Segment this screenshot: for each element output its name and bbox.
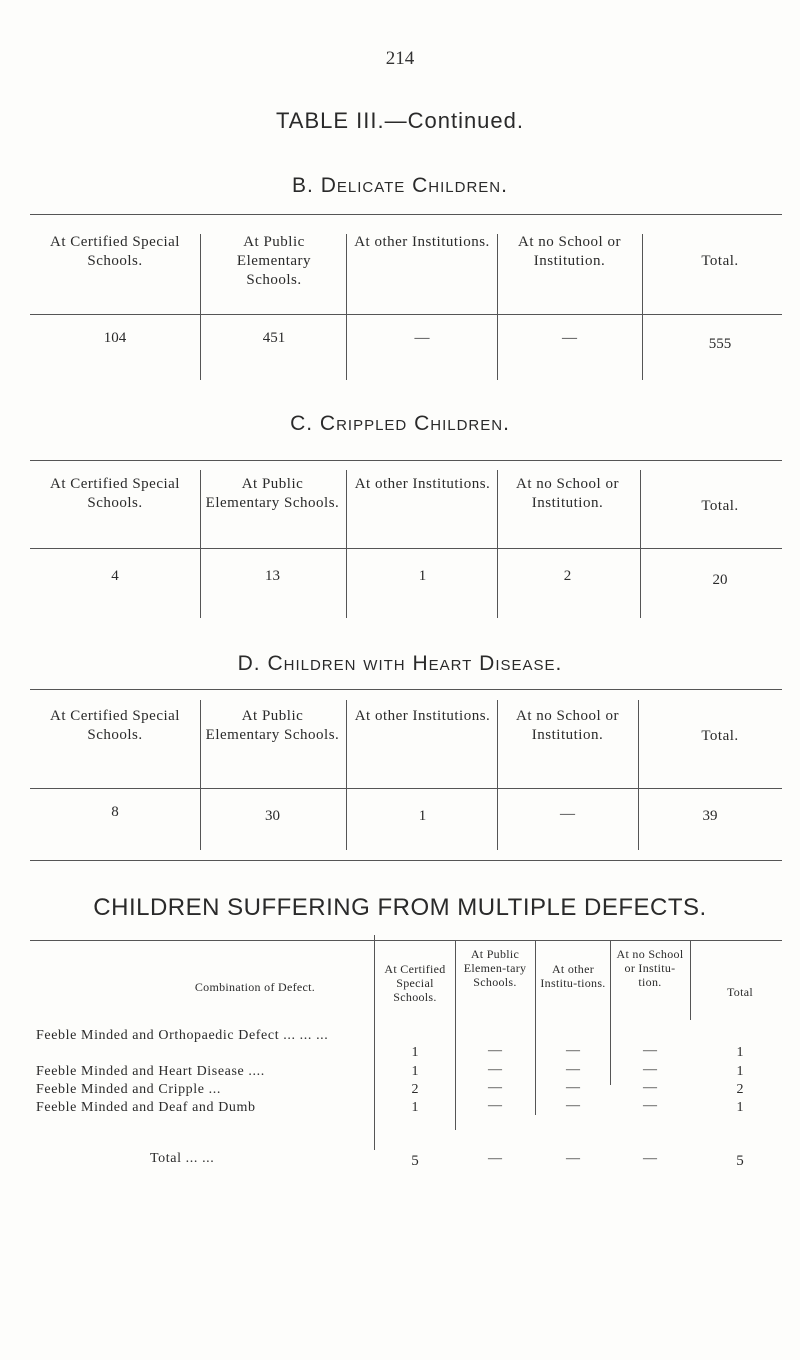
value-other-institutions: 1	[418, 808, 427, 824]
rule	[200, 234, 201, 380]
value-certified-special: 4	[111, 568, 119, 584]
header-other-institutions: At other Institutions.	[354, 476, 491, 492]
header-other-institutions: At other Institutions.	[354, 234, 490, 250]
header-other-institutions: At other Institu-tions.	[540, 962, 606, 990]
value-public-elementary: 451	[262, 330, 286, 346]
header-total: Total	[727, 985, 753, 999]
cell-total: 1	[736, 1100, 744, 1115]
cell-no-school: —	[643, 1080, 657, 1095]
row-label: Feeble Minded and Cripple ...	[36, 1082, 221, 1097]
total-other-institutions: —	[566, 1151, 580, 1166]
rule	[30, 548, 782, 549]
rule	[30, 214, 782, 215]
cell-other-institutions: —	[566, 1098, 580, 1113]
header-no-school: At no School or Institution.	[516, 708, 619, 743]
value-total: 39	[702, 808, 718, 824]
header-public-elementary: At Public Elementary Schools.	[236, 234, 312, 288]
cell-public-elementary: —	[488, 1043, 502, 1058]
header-no-school: At no School or Institution.	[518, 234, 621, 269]
rule	[346, 234, 347, 380]
rule	[642, 234, 643, 380]
value-no-school: —	[562, 330, 577, 346]
rule	[497, 700, 498, 850]
cell-certified-special: 2	[411, 1082, 419, 1097]
section-c-title: C. Crippled Children.	[290, 412, 510, 435]
rule	[610, 940, 611, 1085]
rule	[638, 700, 639, 850]
value-certified-special: 104	[103, 330, 127, 346]
header-public-elementary: At Public Elementary Schools.	[205, 708, 340, 743]
total-total: 5	[736, 1153, 744, 1169]
cell-public-elementary: —	[488, 1062, 502, 1077]
header-public-elementary: At Public Elemen-tary Schools.	[463, 947, 527, 989]
cell-total: 1	[736, 1045, 744, 1060]
header-other-institutions: At other Institutions.	[354, 708, 491, 724]
cell-other-institutions: —	[566, 1043, 580, 1058]
value-total: 555	[708, 336, 732, 352]
table-title: TABLE III.—Continued.	[275, 108, 525, 133]
cell-no-school: —	[643, 1062, 657, 1077]
value-public-elementary: 13	[265, 568, 280, 584]
cell-public-elementary: —	[488, 1098, 502, 1113]
rule	[640, 470, 641, 618]
header-total: Total.	[701, 253, 739, 269]
rule	[374, 935, 375, 1150]
value-public-elementary: 30	[265, 808, 280, 824]
header-total: Total.	[701, 498, 739, 514]
header-combination: Combination of Defect.	[194, 980, 316, 994]
rule	[200, 470, 201, 618]
value-other-institutions: 1	[418, 568, 427, 584]
total-certified-special: 5	[411, 1153, 419, 1169]
header-certified-special: At Certified Special Schools.	[50, 476, 180, 511]
cell-no-school: —	[643, 1043, 657, 1058]
value-other-institutions: —	[414, 330, 430, 346]
header-public-elementary: At Public Elementary Schools.	[205, 476, 340, 511]
rule	[30, 314, 782, 315]
cell-total: 2	[736, 1082, 744, 1097]
header-total: Total.	[701, 728, 739, 744]
total-row-label: Total ... ...	[150, 1151, 215, 1166]
section-d-title: D. Children with Heart Disease.	[237, 652, 563, 675]
section-b-title: B. Delicate Children.	[292, 174, 508, 197]
value-no-school: —	[560, 806, 575, 822]
cell-other-institutions: —	[566, 1062, 580, 1077]
cell-no-school: —	[643, 1098, 657, 1113]
rule	[30, 788, 782, 789]
cell-public-elementary: —	[488, 1080, 502, 1095]
header-no-school: At no School or Institu-tion.	[616, 947, 684, 989]
row-label: Feeble Minded and Deaf and Dumb	[36, 1100, 256, 1115]
rule	[690, 940, 691, 1020]
cell-certified-special: 1	[411, 1100, 419, 1115]
rule	[497, 234, 498, 380]
rule	[455, 940, 456, 1130]
cell-total: 1	[736, 1064, 744, 1079]
row-label: Feeble Minded and Heart Disease ....	[36, 1064, 265, 1079]
rule	[200, 700, 201, 850]
header-no-school: At no School or Institution.	[516, 476, 619, 511]
total-public-elementary: —	[488, 1151, 502, 1166]
rule	[535, 940, 536, 1115]
value-certified-special: 8	[111, 804, 119, 820]
cell-other-institutions: —	[566, 1080, 580, 1095]
value-no-school: 2	[563, 568, 572, 584]
cell-certified-special: 1	[411, 1064, 419, 1079]
header-certified-special: At Certified Special Schools.	[50, 234, 180, 269]
multiple-defects-title: CHILDREN SUFFERING FROM MULTIPLE DEFECTS.	[93, 894, 707, 921]
total-no-school: —	[643, 1151, 657, 1166]
header-certified-special: At Certified Special Schools.	[384, 962, 446, 1004]
rule	[30, 689, 782, 690]
rule	[346, 470, 347, 618]
rule	[30, 860, 782, 861]
page-number: 214	[385, 48, 415, 69]
value-total: 20	[712, 572, 728, 588]
rule	[346, 700, 347, 850]
rule	[30, 940, 782, 941]
row-label: Feeble Minded and Orthopaedic Defect ... ... ...	[36, 1028, 329, 1043]
cell-certified-special: 1	[411, 1045, 419, 1060]
rule	[497, 470, 498, 618]
rule	[30, 460, 782, 461]
header-certified-special: At Certified Special Schools.	[50, 708, 180, 743]
